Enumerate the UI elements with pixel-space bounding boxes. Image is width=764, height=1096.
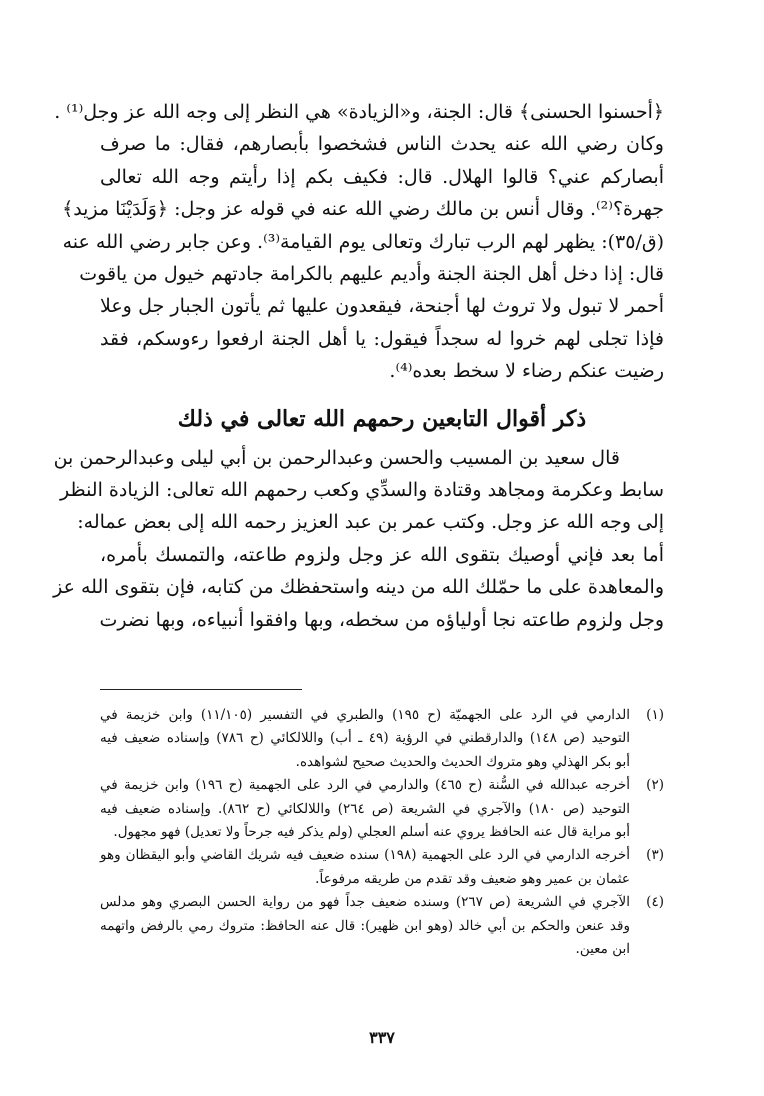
paragraph-1-line: أحمر لا تبول ولا تروث لها أجنحة، فيقعدون عليها ثم يأتون الجبار جل وعلا — [100, 295, 664, 318]
paragraph-2-line: سابط وعكرمة ومجاهد وقتادة والسدِّي وكعب رحمهم الله تعالى: الزيادة النظر — [60, 479, 664, 502]
footnote-separator — [100, 689, 302, 690]
paragraph-1-line: (ق/٣٥): يظهر لهم الرب تبارك وتعالى يوم القيامة⁽³⁾. وعن جابر رضي الله عنه — [62, 230, 664, 253]
page-number: ٣٣٧ — [369, 1028, 395, 1047]
book-page — [53, 96, 664, 1096]
footnote-line: ابن معين. — [575, 941, 630, 958]
paragraph-1-line: وكان رضي الله عنه يحدث الناس فشخصوا بأبصارهم، فقال: ما صرف — [100, 133, 664, 156]
footnote-line: التوحيد (ص ١٨٠) والآجري في الشريعة (ص ٢٦٤) واللالكائي (ح ٨٦٢). وإسناده ضعيف فيه — [100, 800, 630, 817]
paragraph-2 — [53, 442, 664, 636]
paragraph-1-line: فإذا تجلى لهم خروا له سجداً فيقول: يا أهل الجنة ارفعوا رءوسكم، فقد — [100, 327, 664, 350]
footnote-line: أبو مراية قال عنه الحافظ يروي عنه أسلم العجلي (ولم يذكر فيه جرحاً ولا تعديل) فهو مجهول. — [113, 824, 630, 841]
paragraph-1 — [54, 96, 664, 388]
footnote-number: (٣) — [646, 847, 664, 864]
paragraph-2-line: قال سعيد بن المسيب والحسن وعبدالرحمن بن أبي ليلى وعبدالرحمن بن — [53, 446, 620, 469]
footnote-number: (٢) — [646, 777, 664, 794]
footnote-line: وقد عنعن والحكم بن أبي خالد (وهو ابن ظهير): قال عنه الحافظ: متروك رمي بالرفض واتهمه — [100, 917, 630, 934]
footnote-text — [100, 774, 630, 844]
footnote-text — [100, 891, 630, 961]
footnote-number: (٤) — [646, 894, 664, 911]
footnote-line: الدارمي في الرد على الجهميّة (ح ١٩٥) والطبري في التفسير (١١/١٠٥) وابن خزيمة في — [100, 707, 630, 723]
paragraph-2-line: أما بعد فإني أوصيك بتقوى الله عز وجل ولزوم طاعته، والتمسك بأمره، — [100, 543, 664, 566]
footnote-line: التوحيد (ص ١٤٨) والدارقطني في الرؤية (٤٩ ـ أب) واللالكائي (ح ٧٨٦) وإسناده ضعيف فيه — [100, 730, 630, 747]
footnote — [100, 844, 664, 891]
footnote-line: أبو بكر الهذلي وهو متروك الحديث والحديث صحيح لشواهده. — [295, 753, 630, 770]
paragraph-2-line: وجل ولزوم طاعته نجا أولياؤه من سخطه، وبها وافقوا أنبياءه، وبها نضرت — [99, 608, 664, 631]
paragraph-1-line: ﴿أحسنوا الحسنى﴾ قال: الجنة، و«الزيادة» هي النظر إلى وجه الله عز وجل⁽¹⁾ . — [54, 101, 664, 123]
footnote-line: الآجري في الشريعة (ص ٢٦٧) وسنده ضعيف جداً فهو من رواية الحسن البصري وهو مدلس — [100, 894, 630, 911]
paragraph-1-line: أبصاركم عني؟ قالوا الهلال. قال: فكيف بكم إذا رأيتم وجه الله تعالى — [100, 165, 664, 188]
paragraph-1-line: قال: إذا دخل أهل الجنة الجنة وأديم عليهم بالكرامة جادتهم خيول من ياقوت — [79, 263, 664, 286]
footnote — [100, 704, 664, 774]
footnote-line: أخرجه عبدالله في السُّنة (ح ٤٦٥) والدارمي في الرد على الجهمية (ح ١٩٦) وابن خزيمة في — [100, 777, 631, 794]
footnote — [100, 891, 664, 961]
footnote-line: عثمان بن عمير وهو ضعيف وقد تقدم من طريقه مرفوعاً. — [315, 870, 630, 887]
footnote-line: أخرجه الدارمي في الرد على الجهمية (١٩٨) سنده ضعيف فيه شريك القاضي وأبو اليقظان وهو — [100, 847, 630, 864]
paragraph-2-line: إلى وجه الله عز وجل. وكتب عمر بن عبد العزيز رحمه الله إلى بعض عماله: — [77, 511, 664, 534]
paragraph-2-line: والمعاهدة على ما حمّلك الله من دينه واستحفظك من كتابه، فإن بتقوى الله عز — [53, 576, 664, 599]
footnote-text — [100, 704, 630, 774]
footnote — [100, 774, 664, 844]
paragraph-1-line: جهرة؟⁽²⁾. وقال أنس بن مالك رضي الله عنه في قوله عز وجل: ﴿وَلَدَيْنَا مزيد﴾ — [62, 198, 664, 221]
footnote-text — [100, 844, 630, 891]
footnote-number: (١) — [646, 707, 664, 723]
paragraph-1-line: رضيت عنكم رضاء لا سخط بعده⁽⁴⁾. — [389, 360, 664, 383]
section-heading: ذكر أقوال التابعين رحمهم الله تعالى في ذلك — [177, 405, 587, 432]
footnotes — [100, 704, 664, 961]
